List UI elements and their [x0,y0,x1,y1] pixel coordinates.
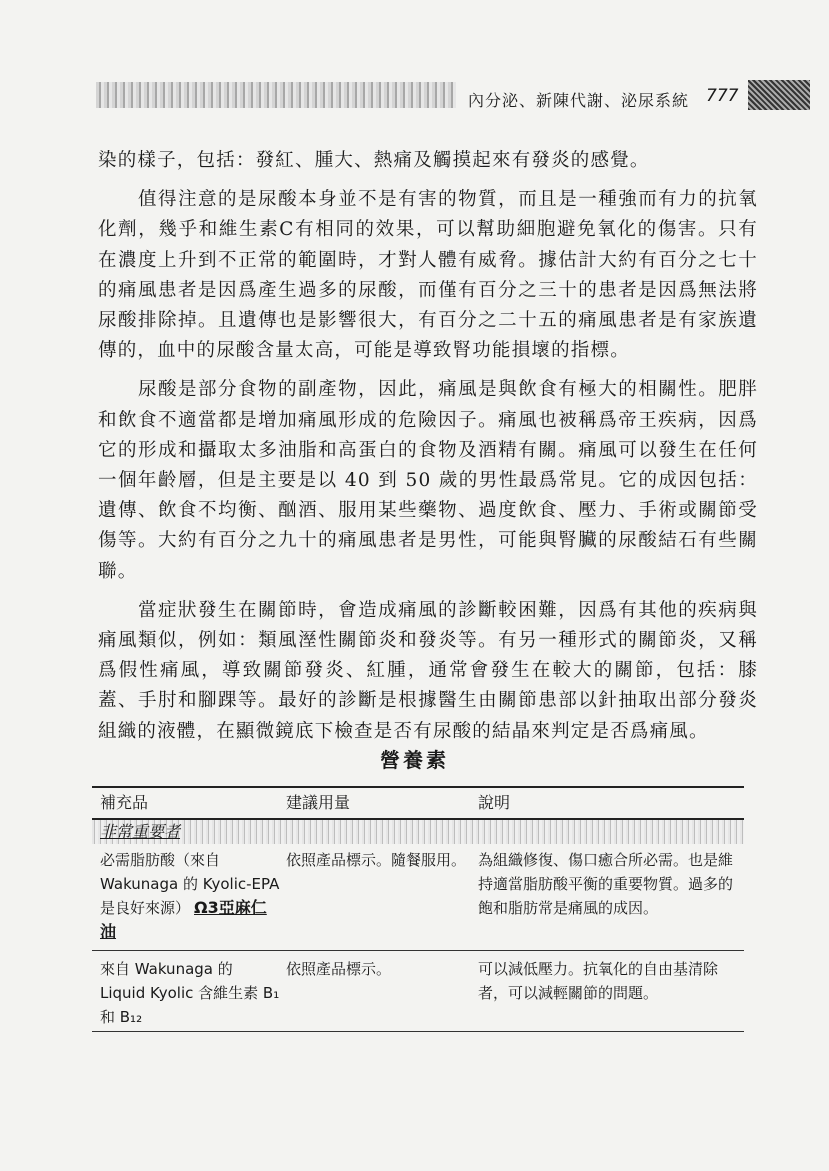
paragraph: 值得注意的是尿酸本身並不是有害的物質，而且是一種強而有力的抗氧化劑，幾乎和維生素C有相同的效果，可以幫助細胞避免氧化的傷害。只有在濃度上升到不正常的範圍時，才對人體有威脅。據估計大約有百分之七十的痛風患者是因爲產生過多的尿酸，而僅有百分之三十的患者是因爲無法將尿酸排除掉。且遺傳也是影響很大，有百分之二十五的痛風患者是有家族遺傳的，血中的尿酸含量太高，可能是導致腎功能損壞的指標。 [98,189,758,362]
header-decorative-band [96,82,456,108]
column-header-supplement: 補充品 [100,793,149,812]
page-header [96,76,814,116]
description-cell: 為組織修復、傷口癒合所必需。也是維持適當脂肪酸平衡的重要物質。過多的飽和脂肪常是痛風的成因。 [478,851,734,917]
header-decorative-block [748,80,810,110]
table-header [92,786,744,820]
dosage-cell: 依照產品標示。 [286,960,392,978]
supplement-text: 必需脂肪酸（來自 Wakunaga 的 Kyolic-EPA 是良好來源） [100,851,280,917]
paragraph: 當症狀發生在關節時，會造成痛風的診斷較困難，因爲有其他的疾病與痛風類似，例如：類風溼性關節炎和發炎等。有另一種形式的關節炎，又稱爲假性痛風，導致關節發炎、紅腫，通常會發生在較大的關節，包括：膝蓋、手肘和腳踝等。最好的診斷是根據醫生由關節患部以針抽取出部分發炎組織的液體，在顯微鏡底下檢查是否有尿酸的結晶來判定是否爲痛風。 [98,599,758,742]
nutrients-table [92,786,744,1032]
dosage-cell: 依照產品標示。隨餐服用。 [286,851,467,869]
nutrients-title: 營養素 [380,748,449,772]
supplement-cell [92,848,286,944]
page-number: 777 [706,86,739,106]
column-header-description: 說明 [478,793,511,812]
column-header-dosage: 建議用量 [286,793,351,812]
supplement-cell: 來自 Wakunaga 的 Liquid Kyolic 含維生素 B₁ 和 B₁₂ [100,960,280,1026]
table-row [92,951,744,1032]
paragraph: 尿酸是部分食物的副產物，因此，痛風是與飲食有極大的相關性。肥胖和飲食不適當都是增加痛風形成的危險因子。痛風也被稱爲帝王疾病，因爲它的形成和攝取太多油脂和高蛋白的食物及酒精有關。痛風可以發生在任何一個年齡層，但是主要是以 40 到 50 歲的男性最爲常見。它的成因包括：遺傳、飲食不均衡、酗酒、服用某些藥物、過度飲食、壓力、手術或關節受傷等。大約有百分之九十的痛風患者是男性，可能與腎臟的尿酸結石有些關聯。 [98,379,758,582]
chapter-title: 內分泌、新陳代謝、泌尿系統 [468,91,690,110]
section-label: 非常重要者 [100,822,181,841]
paragraph: 染的樣子，包括：發紅、腫大、熱痛及觸摸起來有發炎的感覺。 [98,150,650,171]
body-text [98,146,758,756]
description-cell: 可以減低壓力。抗氧化的自由基清除者，可以減輕關節的問題。 [478,960,719,1002]
handwritten-note: Ω3亞麻仁油 [100,898,267,941]
section-band [92,820,744,844]
table-row [92,844,744,951]
